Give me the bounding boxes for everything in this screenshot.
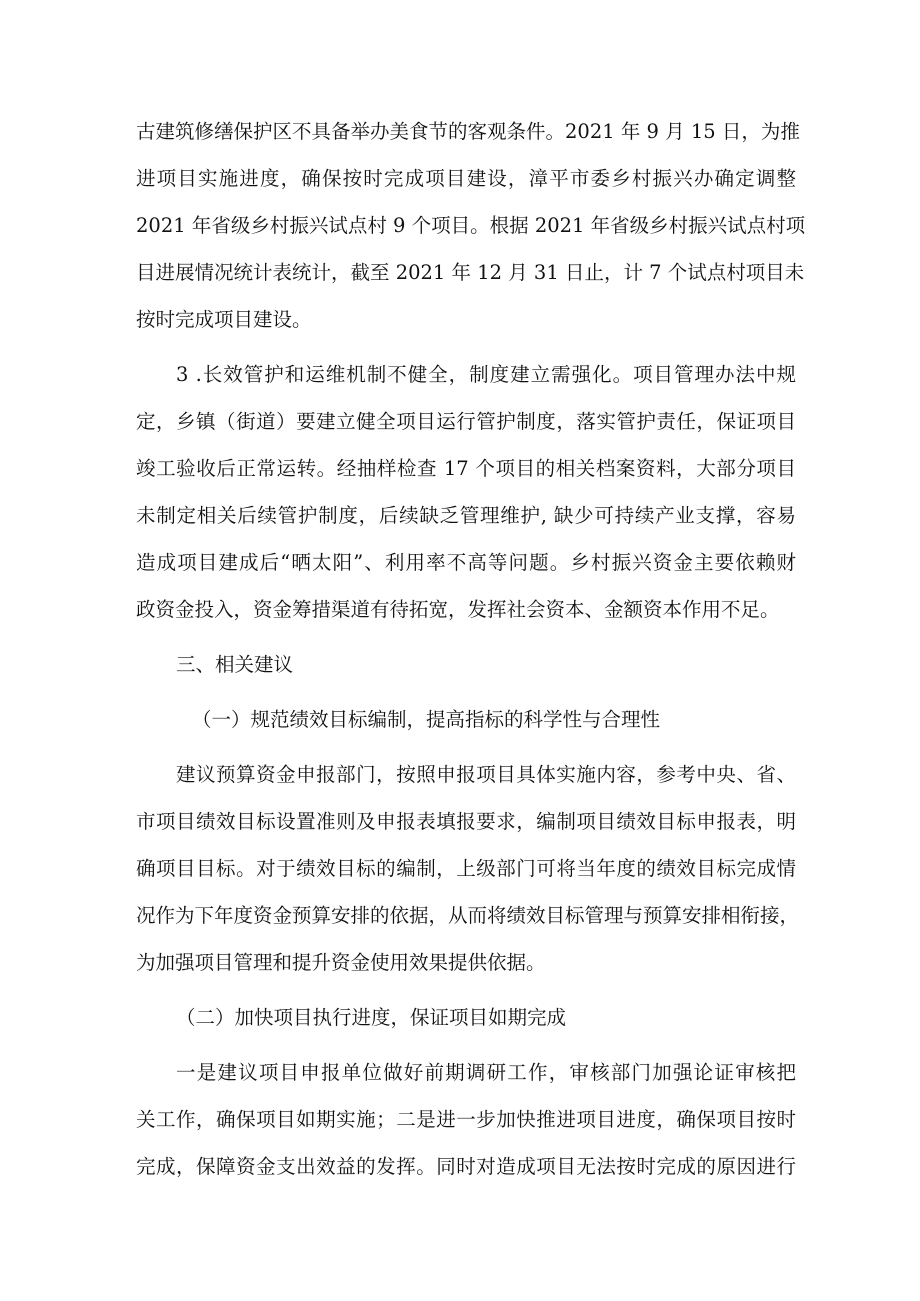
text-line: 2021 年省级乡村振兴试点村 9 个项目。根据 2021 年省级乡村振兴试点村项: [136, 214, 806, 237]
paragraph-execution-progress: [136, 1049, 796, 1190]
text-line: 建议预算资金申报部门，按照申报项目具体实施内容，参考中央、省、: [176, 763, 796, 786]
text-line: 一是建议项目申报单位做好前期调研工作，审核部门加强论证审核把: [176, 1061, 796, 1084]
text-line: 关工作，确保项目如期实施；二是进一步加快推进项目进度，确保项目按时: [136, 1108, 796, 1131]
text-line: 按时完成项目建设。: [136, 308, 312, 331]
text-line: 为加强项目管理和提升资金使用效果提供依据。: [136, 951, 546, 974]
text-line: 政资金投入，资金筹措渠道有待拓宽，发挥社会资本、金额资本作用不足。: [136, 598, 780, 621]
paragraph-maintenance-mechanism: [136, 351, 796, 633]
text-line: 定，乡镇（街道）要建立健全项目运行管护制度，落实管护责任，保证项目: [136, 410, 796, 433]
text-line: 况作为下年度资金预算安排的依据，从而将绩效目标管理与预算安排相衔接，: [136, 904, 800, 927]
subheading: （二）加快项目执行进度，保证项目如期完成: [176, 1006, 567, 1029]
text-line: 目进展情况统计表统计，截至 2021 年 12 月 31 日止，计 7 个试点村项目未: [136, 261, 805, 284]
subheading: （一）规范绩效目标编制，提高指标的科学性与合理性: [192, 708, 661, 731]
section-heading: 三、相关建议: [176, 653, 294, 676]
text-line: 确项目目标。对于绩效目标的编制，上级部门可将当年度的绩效目标完成情: [136, 857, 796, 880]
paragraph-project-progress: [136, 108, 806, 343]
document-body: [136, 108, 806, 1190]
text-line: 完成，保障资金支出效益的发挥。同时对造成项目无法按时完成的原因进行: [136, 1155, 796, 1178]
text-line: 未制定相关后续管护制度，后续缺乏管理维护, 缺少可持续产业支撑，容易: [136, 504, 796, 527]
text-line: 竣工验收后正常运转。经抽样检查 17 个项目的相关档案资料，大部分项目: [136, 457, 796, 480]
text-line: 市项目绩效目标设置准则及申报表填报要求，编制项目绩效目标申报表，明: [136, 810, 796, 833]
text-line: 造成项目建成后“晒太阳”、利用率不高等问题。乡村振兴资金主要依赖财: [136, 551, 796, 574]
paragraph-performance-targets: [136, 751, 800, 986]
text-line: 古建筑修缮保护区不具备举办美食节的客观条件。2021 年 9 月 15 日，为推: [136, 120, 800, 143]
text-line: 3 .长效管护和运维机制不健全，制度建立需强化。项目管理办法中规: [176, 363, 796, 386]
text-line: 进项目实施进度，确保按时完成项目建设，漳平市委乡村振兴办确定调整: [136, 167, 796, 190]
